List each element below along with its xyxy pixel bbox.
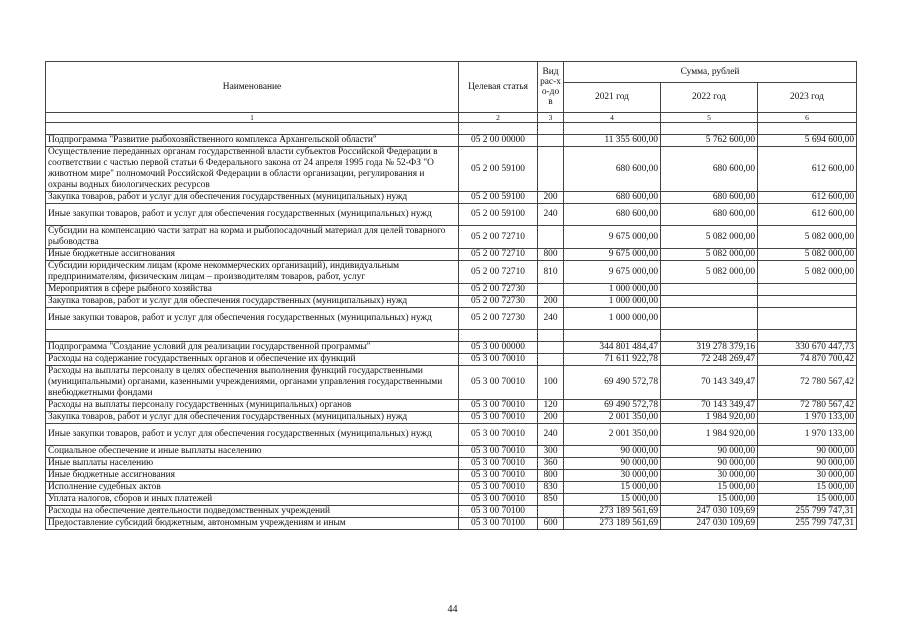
- row-name: Мероприятия в сфере рыбного хозяйства: [46, 284, 459, 296]
- row-sum-2022: 680 600,00: [661, 204, 758, 226]
- table-body: [46, 123, 857, 530]
- row-sum-2023: 5 082 000,00: [758, 249, 857, 261]
- row-sum-2023: 90 000,00: [758, 446, 857, 458]
- empty-cell: [459, 330, 538, 342]
- row-sum-2021: 1 000 000,00: [564, 308, 661, 330]
- empty-cell: [459, 123, 538, 135]
- table-row: [46, 261, 857, 284]
- row-sum-2023: [758, 308, 857, 330]
- table-row: [46, 470, 857, 482]
- row-sum-2022: 90 000,00: [661, 446, 758, 458]
- subprogram-row: [46, 342, 857, 354]
- header-year-2021: 2021 год: [564, 83, 661, 113]
- table-row: [46, 147, 857, 192]
- row-expense-kind: [538, 342, 564, 354]
- row-sum-2022: 1 984 920,00: [661, 412, 758, 424]
- row-sum-2023: 90 000,00: [758, 458, 857, 470]
- row-target-code: 05 2 00 59100: [459, 204, 538, 226]
- row-target-code: 05 2 00 59100: [459, 192, 538, 204]
- row-name: Субсидии юридическим лицам (кроме некоммерческих организаций), индивидуальным предпринимателям, физическим лицам – производителям товаров, работ, услуг: [46, 261, 459, 284]
- row-name: Иные закупки товаров, работ и услуг для обеспечения государственных (муниципальных) нужд: [46, 424, 459, 446]
- row-name: Расходы на выплаты персоналу в целях обеспечения выполнения функций государственными (муниципальными) органами, казенными учреждениями, органами управления государственными внебюджетными фондами: [46, 366, 459, 400]
- row-expense-kind: 100: [538, 366, 564, 400]
- row-sum-2021: 344 801 484,47: [564, 342, 661, 354]
- table-row: [46, 458, 857, 470]
- header-target: Целевая статья: [459, 62, 538, 113]
- row-name: Закупка товаров, работ и услуг для обеспечения государственных (муниципальных) нужд: [46, 296, 459, 308]
- empty-cell: [538, 330, 564, 342]
- row-expense-kind: [538, 147, 564, 192]
- row-name: Уплата налогов, сборов и иных платежей: [46, 494, 459, 506]
- row-sum-2023: 5 082 000,00: [758, 226, 857, 249]
- row-sum-2022: [661, 284, 758, 296]
- row-target-code: 05 2 00 72710: [459, 249, 538, 261]
- table-row: [46, 296, 857, 308]
- row-sum-2021: 273 189 561,69: [564, 506, 661, 518]
- row-sum-2021: 273 189 561,69: [564, 518, 661, 530]
- row-sum-2023: 1 970 133,00: [758, 424, 857, 446]
- row-sum-2023: 15 000,00: [758, 482, 857, 494]
- row-expense-kind: 200: [538, 412, 564, 424]
- row-name: Иные закупки товаров, работ и услуг для обеспечения государственных (муниципальных) нужд: [46, 204, 459, 226]
- table-row: [46, 506, 857, 518]
- row-name: Исполнение судебных актов: [46, 482, 459, 494]
- index-cell: 2: [459, 113, 538, 123]
- row-sum-2022: 680 600,00: [661, 147, 758, 192]
- row-sum-2021: 9 675 000,00: [564, 261, 661, 284]
- row-expense-kind: 200: [538, 192, 564, 204]
- empty-cell: [564, 123, 661, 135]
- row-target-code: 05 3 00 70100: [459, 506, 538, 518]
- empty-cell: [661, 330, 758, 342]
- row-sum-2022: 247 030 109,69: [661, 506, 758, 518]
- row-expense-kind: 600: [538, 518, 564, 530]
- header-kind: Вид рас-хо-дов: [538, 62, 564, 113]
- row-expense-kind: 830: [538, 482, 564, 494]
- header-name: Наименование: [46, 62, 459, 113]
- row-sum-2021: 69 490 572,78: [564, 366, 661, 400]
- row-sum-2021: 1 000 000,00: [564, 284, 661, 296]
- row-sum-2021: 9 675 000,00: [564, 226, 661, 249]
- row-sum-2022: 5 762 600,00: [661, 135, 758, 147]
- header-year-2022: 2022 год: [661, 83, 758, 113]
- row-sum-2023: 74 870 700,42: [758, 354, 857, 366]
- row-target-code: 05 3 00 70010: [459, 400, 538, 412]
- index-cell: 1: [46, 113, 459, 123]
- row-sum-2021: 90 000,00: [564, 458, 661, 470]
- row-sum-2022: 5 082 000,00: [661, 226, 758, 249]
- row-expense-kind: 300: [538, 446, 564, 458]
- row-sum-2022: 15 000,00: [661, 482, 758, 494]
- row-sum-2023: [758, 296, 857, 308]
- row-target-code: 05 2 00 72730: [459, 296, 538, 308]
- row-target-code: 05 3 00 00000: [459, 342, 538, 354]
- row-sum-2021: 9 675 000,00: [564, 249, 661, 261]
- row-target-code: 05 3 00 70010: [459, 458, 538, 470]
- table-row: [46, 308, 857, 330]
- index-cell: 5: [661, 113, 758, 123]
- row-expense-kind: [538, 226, 564, 249]
- empty-cell: [758, 330, 857, 342]
- row-sum-2022: 90 000,00: [661, 458, 758, 470]
- index-cell: 4: [564, 113, 661, 123]
- table-row: [46, 226, 857, 249]
- empty-cell: [46, 123, 459, 135]
- row-target-code: 05 2 00 00000: [459, 135, 538, 147]
- row-sum-2021: 15 000,00: [564, 482, 661, 494]
- row-sum-2021: 30 000,00: [564, 470, 661, 482]
- row-sum-2022: [661, 296, 758, 308]
- row-sum-2023: 72 780 567,42: [758, 400, 857, 412]
- table-row: [46, 446, 857, 458]
- row-sum-2022: 5 082 000,00: [661, 261, 758, 284]
- header-year-2023: 2023 год: [758, 83, 857, 113]
- row-sum-2022: 72 248 269,47: [661, 354, 758, 366]
- table-row: [46, 424, 857, 446]
- empty-cell: [661, 123, 758, 135]
- row-name: Расходы на содержание государственных органов и обеспечение их функций: [46, 354, 459, 366]
- row-target-code: 05 3 00 70010: [459, 470, 538, 482]
- row-sum-2023: 330 670 447,73: [758, 342, 857, 354]
- row-name: Иные выплаты населению: [46, 458, 459, 470]
- table-row: [46, 249, 857, 261]
- row-name: Расходы на обеспечение деятельности подведомственных учреждений: [46, 506, 459, 518]
- row-name: Осуществление переданных органам государственной власти субъектов Российской Федерации в соответствии с частью первой статьи 6 Федерального закона от 24 апреля 1995 года № 52-ФЗ "О животном мире" полномочий Российской Федерации в области организации, регулирования и охраны водных биологических ресурсов: [46, 147, 459, 192]
- row-sum-2022: [661, 308, 758, 330]
- row-expense-kind: [538, 354, 564, 366]
- page-number: 44: [447, 604, 458, 615]
- empty-cell: [46, 330, 459, 342]
- row-target-code: 05 3 00 70010: [459, 354, 538, 366]
- row-sum-2022: 680 600,00: [661, 192, 758, 204]
- row-target-code: 05 3 00 70010: [459, 482, 538, 494]
- row-target-code: 05 3 00 70010: [459, 412, 538, 424]
- row-sum-2021: 2 001 350,00: [564, 412, 661, 424]
- row-expense-kind: 240: [538, 204, 564, 226]
- row-expense-kind: 810: [538, 261, 564, 284]
- row-target-code: 05 3 00 70010: [459, 494, 538, 506]
- row-sum-2023: 5 082 000,00: [758, 261, 857, 284]
- row-expense-kind: 850: [538, 494, 564, 506]
- row-sum-2021: 90 000,00: [564, 446, 661, 458]
- spacer-row: [46, 123, 857, 135]
- row-sum-2021: 11 355 600,00: [564, 135, 661, 147]
- table-row: [46, 354, 857, 366]
- row-sum-2023: 612 600,00: [758, 204, 857, 226]
- row-target-code: 05 2 00 72710: [459, 261, 538, 284]
- row-sum-2023: 72 780 567,42: [758, 366, 857, 400]
- row-name: Иные бюджетные ассигнования: [46, 249, 459, 261]
- row-sum-2023: 15 000,00: [758, 494, 857, 506]
- empty-cell: [564, 330, 661, 342]
- row-sum-2021: 2 001 350,00: [564, 424, 661, 446]
- row-sum-2022: 70 143 349,47: [661, 366, 758, 400]
- empty-cell: [538, 123, 564, 135]
- row-name: Иные закупки товаров, работ и услуг для обеспечения государственных (муниципальных) нужд: [46, 308, 459, 330]
- row-sum-2021: 15 000,00: [564, 494, 661, 506]
- row-sum-2022: 247 030 109,69: [661, 518, 758, 530]
- row-target-code: 05 3 00 70100: [459, 518, 538, 530]
- row-sum-2021: 680 600,00: [564, 204, 661, 226]
- row-name: Подпрограмма "Развитие рыбохозяйственного комплекса Архангельской области": [46, 135, 459, 147]
- row-name: Иные бюджетные ассигнования: [46, 470, 459, 482]
- row-expense-kind: 240: [538, 308, 564, 330]
- table-row: [46, 412, 857, 424]
- row-sum-2022: 1 984 920,00: [661, 424, 758, 446]
- row-expense-kind: 200: [538, 296, 564, 308]
- row-expense-kind: 800: [538, 249, 564, 261]
- row-sum-2022: 30 000,00: [661, 470, 758, 482]
- row-expense-kind: 800: [538, 470, 564, 482]
- row-target-code: 05 2 00 72730: [459, 284, 538, 296]
- row-sum-2022: 15 000,00: [661, 494, 758, 506]
- row-target-code: 05 3 00 70010: [459, 446, 538, 458]
- row-sum-2023: 30 000,00: [758, 470, 857, 482]
- row-name: Субсидии на компенсацию части затрат на корма и рыбопосадочный материал для целей товарного рыбоводства: [46, 226, 459, 249]
- row-sum-2021: 680 600,00: [564, 147, 661, 192]
- row-sum-2023: 255 799 747,31: [758, 518, 857, 530]
- row-sum-2022: 5 082 000,00: [661, 249, 758, 261]
- header-sum: Сумма, рублей: [564, 62, 857, 83]
- row-sum-2021: 69 490 572,78: [564, 400, 661, 412]
- table-row: [46, 494, 857, 506]
- row-sum-2023: 612 600,00: [758, 192, 857, 204]
- row-name: Социальное обеспечение и иные выплаты населению: [46, 446, 459, 458]
- row-expense-kind: [538, 135, 564, 147]
- row-sum-2023: 255 799 747,31: [758, 506, 857, 518]
- row-name: Расходы на выплаты персоналу государственных (муниципальных) органов: [46, 400, 459, 412]
- table-row: [46, 192, 857, 204]
- row-expense-kind: 360: [538, 458, 564, 470]
- row-name: Закупка товаров, работ и услуг для обеспечения государственных (муниципальных) нужд: [46, 192, 459, 204]
- header-index-row: [46, 113, 857, 123]
- table-row: [46, 482, 857, 494]
- row-name: Подпрограмма "Создание условий для реализации государственной программы": [46, 342, 459, 354]
- row-sum-2021: 71 611 922,78: [564, 354, 661, 366]
- table-row: [46, 518, 857, 530]
- header-row-top: [46, 62, 857, 83]
- row-expense-kind: [538, 284, 564, 296]
- table-row: [46, 366, 857, 400]
- row-sum-2023: 5 694 600,00: [758, 135, 857, 147]
- row-name: Закупка товаров, работ и услуг для обеспечения государственных (муниципальных) нужд: [46, 412, 459, 424]
- empty-cell: [758, 123, 857, 135]
- row-sum-2023: 612 600,00: [758, 147, 857, 192]
- row-expense-kind: 120: [538, 400, 564, 412]
- row-sum-2021: 680 600,00: [564, 192, 661, 204]
- row-sum-2021: 1 000 000,00: [564, 296, 661, 308]
- row-target-code: 05 2 00 72710: [459, 226, 538, 249]
- table-row: [46, 284, 857, 296]
- row-target-code: 05 3 00 70010: [459, 366, 538, 400]
- row-sum-2023: 1 970 133,00: [758, 412, 857, 424]
- row-sum-2022: 319 278 379,16: [661, 342, 758, 354]
- spacer-row: [46, 330, 857, 342]
- row-target-code: 05 2 00 59100: [459, 147, 538, 192]
- index-cell: 3: [538, 113, 564, 123]
- row-expense-kind: [538, 506, 564, 518]
- subprogram-row: [46, 135, 857, 147]
- row-expense-kind: 240: [538, 424, 564, 446]
- row-target-code: 05 3 00 70010: [459, 424, 538, 446]
- table-row: [46, 204, 857, 226]
- row-sum-2023: [758, 284, 857, 296]
- table-row: [46, 400, 857, 412]
- row-target-code: 05 2 00 72730: [459, 308, 538, 330]
- row-name: Предоставление субсидий бюджетным, автономным учреждениям и иным: [46, 518, 459, 530]
- row-sum-2022: 70 143 349,47: [661, 400, 758, 412]
- index-cell: 6: [758, 113, 857, 123]
- budget-table: [45, 61, 857, 530]
